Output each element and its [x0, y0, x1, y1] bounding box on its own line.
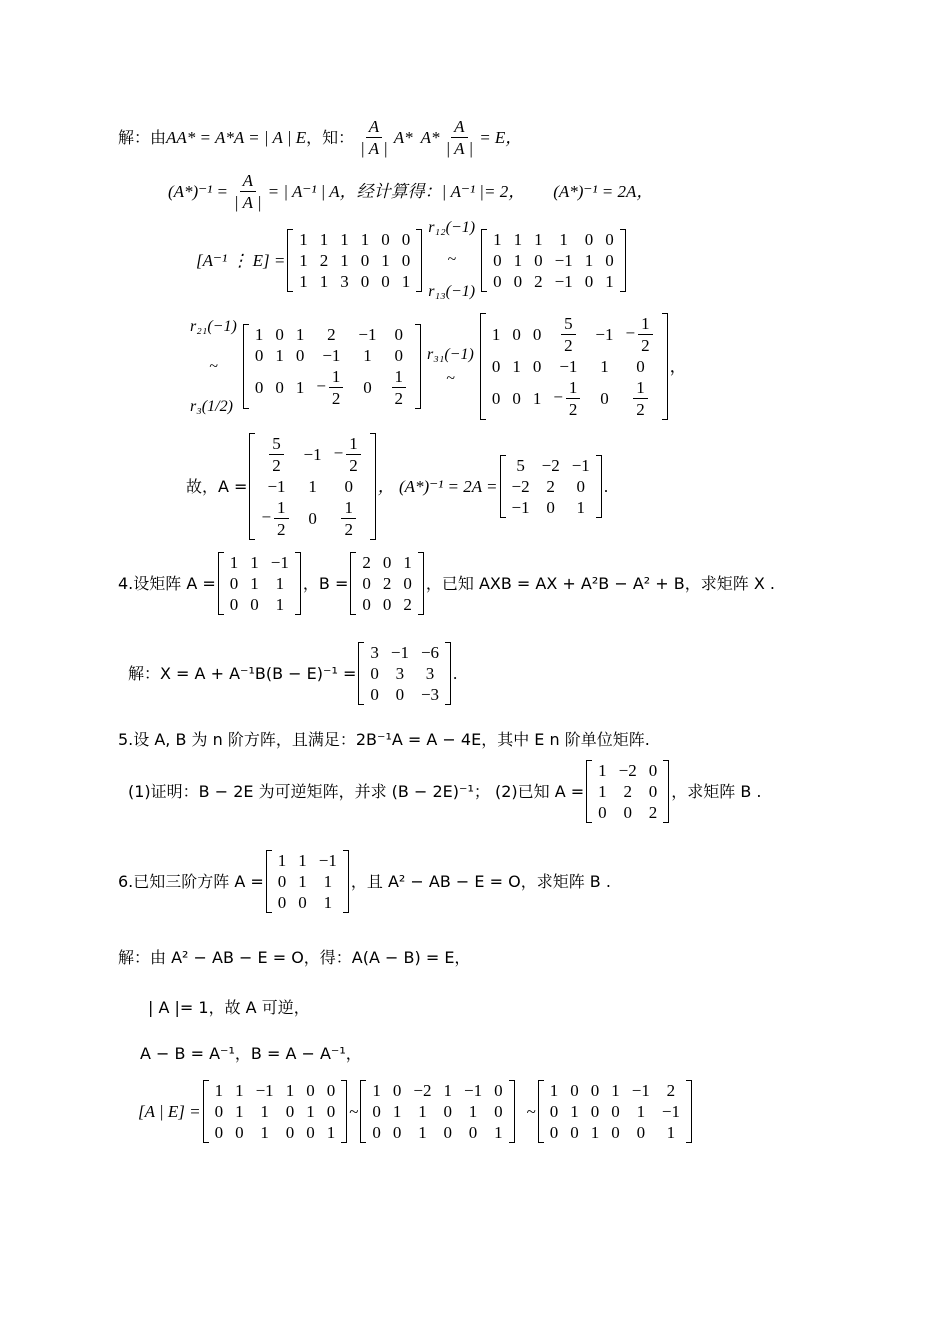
matrix-cell: 0: [549, 1102, 559, 1121]
matrix-cell: 0: [494, 1102, 503, 1121]
matrix-cell: 0: [277, 893, 287, 912]
q5-text-2a: (1)证明：B − 2E 为可逆矩阵，并求 (B − 2E)⁻¹； (2)已知 A =: [128, 781, 585, 801]
matrix-cell: − $\frac{1}{2}$: [310, 366, 352, 409]
matrix-cell: − $\frac{1}{2}$: [255, 497, 297, 540]
matrix-cell: 1: [298, 851, 307, 870]
matrix-cell: 0: [362, 595, 371, 614]
matrix-cell: 3: [425, 664, 435, 683]
matrix-cell: 1: [250, 553, 259, 572]
matrix-cell: 0: [636, 357, 645, 376]
matrix-cell: 0: [611, 1123, 620, 1142]
sol3-astar: A*: [393, 128, 413, 147]
matrix-cell: 0: [372, 1102, 381, 1121]
matrix-cell: 1: [418, 1102, 427, 1121]
matrix-cell: −6: [420, 643, 440, 662]
row-op: ~: [447, 251, 457, 268]
sol6-text-3: A − B = A⁻¹，B = A − A⁻¹，: [140, 1044, 362, 1063]
sol6-line-2: [148, 1000, 310, 1016]
matrix-cell: 0: [493, 271, 502, 291]
matrix-cell: 3: [340, 271, 349, 291]
matrix-cell: 1: [513, 229, 523, 249]
matrix-cell: −1: [303, 445, 322, 464]
matrix-cell: 0: [382, 553, 392, 572]
matrix-cell: 1: [392, 1102, 402, 1121]
matrix-cell: 0: [584, 271, 594, 291]
matrix-cell: −3: [420, 685, 440, 704]
matrix-cell: 1: [403, 553, 412, 572]
matrix-cell: 0: [623, 803, 632, 822]
sol6-text-2: | A |= 1，故 A 可逆，: [148, 998, 310, 1017]
sol6-tilde-2: ~: [526, 1102, 536, 1121]
matrix-cell: 1: [299, 250, 308, 270]
matrix-cell: −1: [255, 1081, 274, 1100]
matrix-cell: 1: [532, 389, 542, 408]
sol3-inv-rhs: = | A⁻¹ | A，经计算得：| A⁻¹ |= 2，: [267, 182, 526, 201]
matrix-cell: 0: [370, 664, 379, 683]
matrix-cell: 1: [285, 1081, 295, 1100]
matrix-cell: 0: [285, 1102, 295, 1121]
sol4-tail: .: [453, 664, 458, 683]
matrix-cell: 2: [327, 325, 336, 344]
row-op: ~: [446, 369, 455, 387]
matrix-cell: 1: [323, 872, 333, 891]
matrix-cell: 0: [395, 685, 405, 704]
row-op: r₃(1/2): [190, 397, 233, 415]
matrix-cell: 1: [549, 1081, 559, 1100]
matrix-cell: 0: [401, 229, 411, 249]
matrix-cell: 2: [648, 803, 658, 822]
matrix-cell: −1: [554, 250, 573, 270]
matrix-cell: 0: [494, 1081, 503, 1100]
matrix-cell: 1: [401, 271, 411, 291]
matrix-cell: 0: [275, 378, 284, 397]
matrix-cell: 0: [254, 378, 264, 397]
matrix-cell: 1: [584, 250, 594, 270]
matrix-cell: $\frac{5}{2}$: [547, 313, 589, 356]
matrix-cell: − $\frac{1}{2}$: [620, 313, 662, 356]
matrix-cell: 0: [392, 1123, 402, 1142]
row-op: r₁₃(−1): [428, 283, 476, 300]
matrix-cell: 0: [235, 1123, 244, 1142]
sol6-line-3: [140, 1046, 362, 1062]
sol4-lead: 解：X = A + A⁻¹B(B − E)⁻¹ =: [128, 663, 357, 683]
matrix-cell: 0: [605, 250, 614, 270]
sol3-intro-a: 解：由: [118, 127, 167, 147]
matrix-cell: −1: [511, 498, 530, 517]
matrix-cell: 1: [229, 553, 239, 572]
matrix-cell: −2: [511, 477, 530, 496]
matrix-cell: 0: [326, 1102, 336, 1121]
matrix-cell: 1: [277, 851, 287, 870]
matrix-cell: 1: [319, 229, 329, 249]
matrix-cell: 0: [250, 595, 259, 614]
q6-tail: ，且 A² − AB − E = O，求矩阵 B .: [350, 871, 611, 891]
matrix-cell: 1: [295, 325, 305, 344]
matrix-cell: 0: [532, 325, 542, 344]
matrix-cell: 0: [298, 893, 307, 912]
matrix-cell: 0: [360, 250, 370, 270]
matrix-cell: 0: [570, 1081, 579, 1100]
matrix-cell: 0: [381, 229, 390, 249]
matrix-cell: −1: [595, 325, 614, 344]
matrix-cell: 1: [326, 1123, 336, 1142]
matrix-cell: $\frac{1}{2}$: [383, 366, 416, 409]
matrix-cell: 1: [254, 325, 264, 344]
matrix-cell: 1: [666, 1123, 676, 1142]
matrix-cell: 0: [598, 803, 607, 822]
matrix-cell: 0: [401, 250, 411, 270]
sol3-inv-result: (A*)⁻¹ = 2A，: [553, 182, 654, 201]
matrix-cell: 1: [443, 1081, 452, 1100]
sol3-row-reduction-2: [186, 313, 687, 420]
sol3-ops-3: [427, 347, 474, 387]
matrix-cell: −1: [559, 357, 578, 376]
matrix-cell: 1: [513, 250, 523, 270]
q4-mid: ，B =: [302, 573, 349, 593]
matrix-cell: 1: [381, 250, 390, 270]
matrix-cell: 1: [323, 893, 333, 912]
sol3-conclusion-b: ， (A*)⁻¹ = 2A =: [377, 477, 498, 496]
sol3-conclusion-a: 故，A =: [186, 476, 248, 496]
row-op: r₃₁(−1): [427, 345, 474, 363]
matrix-cell: 1: [360, 229, 370, 249]
sol4-line: [128, 642, 457, 705]
matrix-cell: 0: [493, 250, 502, 270]
sol3-eq-e: = E，: [479, 128, 523, 147]
sol3-ops-1: [428, 220, 475, 300]
q5-text-1: 5.设 A, B 为 n 阶方阵，且满足：2B⁻¹A = A − 4E，其中 E n 阶单位矩阵.: [118, 730, 650, 749]
matrix-cell: 0: [382, 595, 392, 614]
matrix-cell: 0: [512, 325, 521, 344]
matrix-cell: 0: [576, 477, 586, 496]
sol3-frac-1: $\frac{A}{| A |}$: [360, 117, 388, 158]
sol3-intro-line: [118, 118, 522, 157]
matrix-cell: 0: [611, 1102, 620, 1121]
matrix-cell: −1: [267, 477, 286, 496]
matrix-cell: 0: [600, 389, 609, 408]
q5-matrix-A: [586, 760, 669, 823]
matrix-cell: 0: [275, 325, 284, 344]
sol3-period: .: [603, 477, 609, 496]
matrix-cell: $\frac{5}{2}$: [255, 433, 297, 476]
q6-matrix-A: [266, 850, 349, 913]
matrix-cell: −1: [322, 346, 341, 365]
matrix-cell: 1: [363, 346, 372, 365]
q6-line: [118, 850, 611, 913]
matrix-cell: 0: [570, 1123, 579, 1142]
matrix-cell: 0: [285, 1123, 295, 1142]
matrix-cell: 1: [295, 378, 305, 397]
sol3-m4-tail: ，: [669, 357, 687, 376]
matrix-cell: 1: [636, 1102, 646, 1121]
q4-matrix-A: [218, 552, 301, 615]
matrix-cell: 1: [235, 1081, 244, 1100]
sol6-row-reduction: [138, 1080, 694, 1143]
matrix-cell: 1: [260, 1123, 269, 1142]
matrix-cell: 3: [395, 664, 405, 683]
matrix-cell: 1: [340, 250, 349, 270]
sol6-aug-label: [A | E] =: [138, 1102, 201, 1121]
sol3-eq-a: A*: [420, 128, 440, 147]
matrix-cell: 1: [598, 782, 607, 801]
sol3-matrix-3: [243, 324, 421, 409]
matrix-cell: −1: [631, 1081, 650, 1100]
matrix-cell: −1: [358, 325, 377, 344]
matrix-cell: 1: [235, 1102, 244, 1121]
matrix-cell: 1: [598, 761, 607, 780]
matrix-cell: 0: [605, 229, 614, 249]
sol3-row-reduction-1: [196, 220, 628, 300]
matrix-cell: 0: [468, 1123, 478, 1142]
sol3-matrix-2A: [500, 455, 602, 518]
matrix-cell: 2: [403, 595, 412, 614]
q4-matrix-B: [350, 552, 424, 615]
sol3-frac-3: $\frac{A}{| A |}$: [234, 171, 262, 212]
sol3-matrix-A: [249, 433, 375, 540]
matrix-cell: 0: [443, 1123, 452, 1142]
matrix-cell: 1: [306, 1102, 315, 1121]
matrix-cell: 1: [493, 229, 502, 249]
sol3-intro-eq: AA* = A*A = | A | E: [166, 128, 307, 147]
sol3-matrix-2: [481, 229, 626, 292]
matrix-cell: 0: [326, 1081, 336, 1100]
matrix-cell: −1: [463, 1081, 483, 1100]
sol6-matrix-1: [203, 1080, 348, 1143]
row-op: ~: [209, 357, 218, 375]
matrix-cell: 1: [576, 498, 586, 517]
matrix-cell: 0: [254, 346, 264, 365]
matrix-cell: 2: [534, 271, 543, 291]
matrix-cell: 0: [370, 685, 379, 704]
sol6-line-1: [118, 950, 470, 966]
matrix-cell: 1: [559, 229, 568, 249]
matrix-cell: 2: [623, 782, 632, 801]
matrix-cell: 0: [306, 1123, 315, 1142]
matrix-cell: −1: [270, 553, 289, 572]
q4-line: [118, 552, 775, 615]
matrix-cell: 0: [360, 271, 370, 291]
matrix-cell: 1: [275, 346, 284, 365]
matrix-cell: 0: [443, 1102, 452, 1121]
matrix-cell: 1: [299, 229, 308, 249]
sol3-intro-b: ，知：: [306, 127, 355, 147]
matrix-cell: −2: [413, 1081, 432, 1100]
matrix-cell: 0: [344, 477, 353, 496]
matrix-cell: 1: [260, 1102, 269, 1121]
matrix-cell: 1: [491, 325, 501, 344]
matrix-cell: − $\frac{1}{2}$: [547, 377, 589, 420]
matrix-cell: 0: [381, 271, 390, 291]
matrix-cell: 1: [512, 357, 521, 376]
sol6-matrix-2: [360, 1080, 514, 1143]
matrix-cell: 0: [546, 498, 555, 517]
matrix-cell: 1: [275, 574, 285, 593]
sol3-aug-label: [A⁻¹ ⋮ E] =: [196, 250, 286, 270]
sol3-ops-2: [190, 319, 237, 415]
matrix-cell: 1: [611, 1081, 620, 1100]
matrix-cell: 0: [277, 872, 287, 891]
matrix-cell: 1: [468, 1102, 478, 1121]
matrix-cell: $\frac{1}{2}$: [328, 497, 370, 540]
matrix-cell: 0: [214, 1123, 224, 1142]
matrix-cell: 1: [372, 1081, 381, 1100]
matrix-cell: 1: [299, 271, 308, 291]
matrix-cell: 2: [319, 250, 329, 270]
matrix-cell: 0: [372, 1123, 381, 1142]
matrix-cell: −2: [541, 456, 560, 475]
matrix-cell: 0: [491, 389, 501, 408]
matrix-cell: 1: [418, 1123, 427, 1142]
matrix-cell: 1: [494, 1123, 503, 1142]
matrix-cell: 0: [549, 1123, 559, 1142]
matrix-cell: 0: [648, 761, 658, 780]
matrix-cell: − $\frac{1}{2}$: [328, 433, 370, 476]
sol4-matrix-X: [358, 642, 451, 705]
sol3-conclusion: [186, 433, 608, 540]
matrix-cell: 0: [636, 1123, 646, 1142]
sol3-inverse-line: [168, 172, 653, 211]
q5-text-2b: ，求矩阵 B .: [671, 781, 762, 801]
matrix-cell: 3: [370, 643, 379, 662]
matrix-cell: −1: [554, 271, 573, 291]
matrix-cell: −1: [390, 643, 409, 662]
matrix-cell: $\frac{1}{2}$: [620, 377, 662, 420]
matrix-cell: 5: [516, 456, 525, 475]
q6-lead: 6.已知三阶方阵 A =: [118, 871, 264, 891]
matrix-cell: 0: [590, 1081, 600, 1100]
matrix-cell: 1: [319, 271, 329, 291]
matrix-cell: 1: [340, 229, 349, 249]
sol6-tilde-1: ~: [349, 1102, 359, 1121]
q5-line-2: [128, 760, 762, 823]
matrix-cell: 0: [362, 574, 371, 593]
matrix-cell: 0: [491, 357, 501, 376]
matrix-cell: 0: [214, 1102, 224, 1121]
sol3-matrix-1: [287, 229, 422, 292]
matrix-cell: 2: [666, 1081, 676, 1100]
matrix-cell: 0: [532, 357, 542, 376]
matrix-cell: 0: [363, 378, 372, 397]
matrix-cell: 0: [403, 574, 412, 593]
matrix-cell: 1: [600, 357, 609, 376]
matrix-cell: 0: [513, 271, 523, 291]
matrix-cell: 1: [590, 1123, 600, 1142]
matrix-cell: 0: [229, 574, 239, 593]
matrix-cell: 0: [308, 509, 317, 528]
matrix-cell: 0: [590, 1102, 600, 1121]
matrix-cell: 0: [306, 1081, 315, 1100]
matrix-cell: 0: [229, 595, 239, 614]
sol3-frac-2: $\frac{A}{| A |}$: [445, 117, 474, 158]
matrix-cell: −2: [618, 761, 637, 780]
matrix-cell: 0: [295, 346, 305, 365]
matrix-cell: 1: [298, 872, 307, 891]
matrix-cell: 0: [394, 325, 403, 344]
matrix-cell: 1: [570, 1102, 579, 1121]
matrix-cell: 1: [534, 229, 543, 249]
matrix-cell: 2: [362, 553, 371, 572]
row-op: r₁₂(−1): [428, 219, 476, 236]
matrix-cell: 0: [512, 389, 521, 408]
matrix-cell: 1: [214, 1081, 224, 1100]
matrix-cell: −1: [571, 456, 590, 475]
matrix-cell: −1: [318, 851, 337, 870]
sol6-text-1: 解：由 A² − AB − E = O，得：A(A − B) = E，: [118, 948, 471, 967]
matrix-cell: 2: [546, 477, 555, 496]
sol3-inv-lhs: (A*)⁻¹ =: [168, 182, 228, 201]
matrix-cell: 0: [584, 229, 594, 249]
matrix-cell: 0: [392, 1081, 402, 1100]
sol6-matrix-3: [538, 1080, 692, 1143]
matrix-cell: 1: [275, 595, 285, 614]
matrix-cell: −1: [661, 1102, 680, 1121]
q5-line-1: [118, 732, 650, 748]
q4-lead: 4.设矩阵 A =: [118, 573, 216, 593]
matrix-cell: 0: [534, 250, 543, 270]
row-op: r₂₁(−1): [190, 317, 237, 335]
matrix-cell: 2: [382, 574, 392, 593]
matrix-cell: 0: [394, 346, 403, 365]
q4-tail: ，已知 AXB = AX + A²B − A² + B，求矩阵 X .: [425, 573, 775, 593]
matrix-cell: 1: [250, 574, 259, 593]
matrix-cell: 1: [308, 477, 317, 496]
matrix-cell: 0: [648, 782, 658, 801]
matrix-cell: 1: [605, 271, 614, 291]
sol3-matrix-4: [480, 313, 668, 420]
